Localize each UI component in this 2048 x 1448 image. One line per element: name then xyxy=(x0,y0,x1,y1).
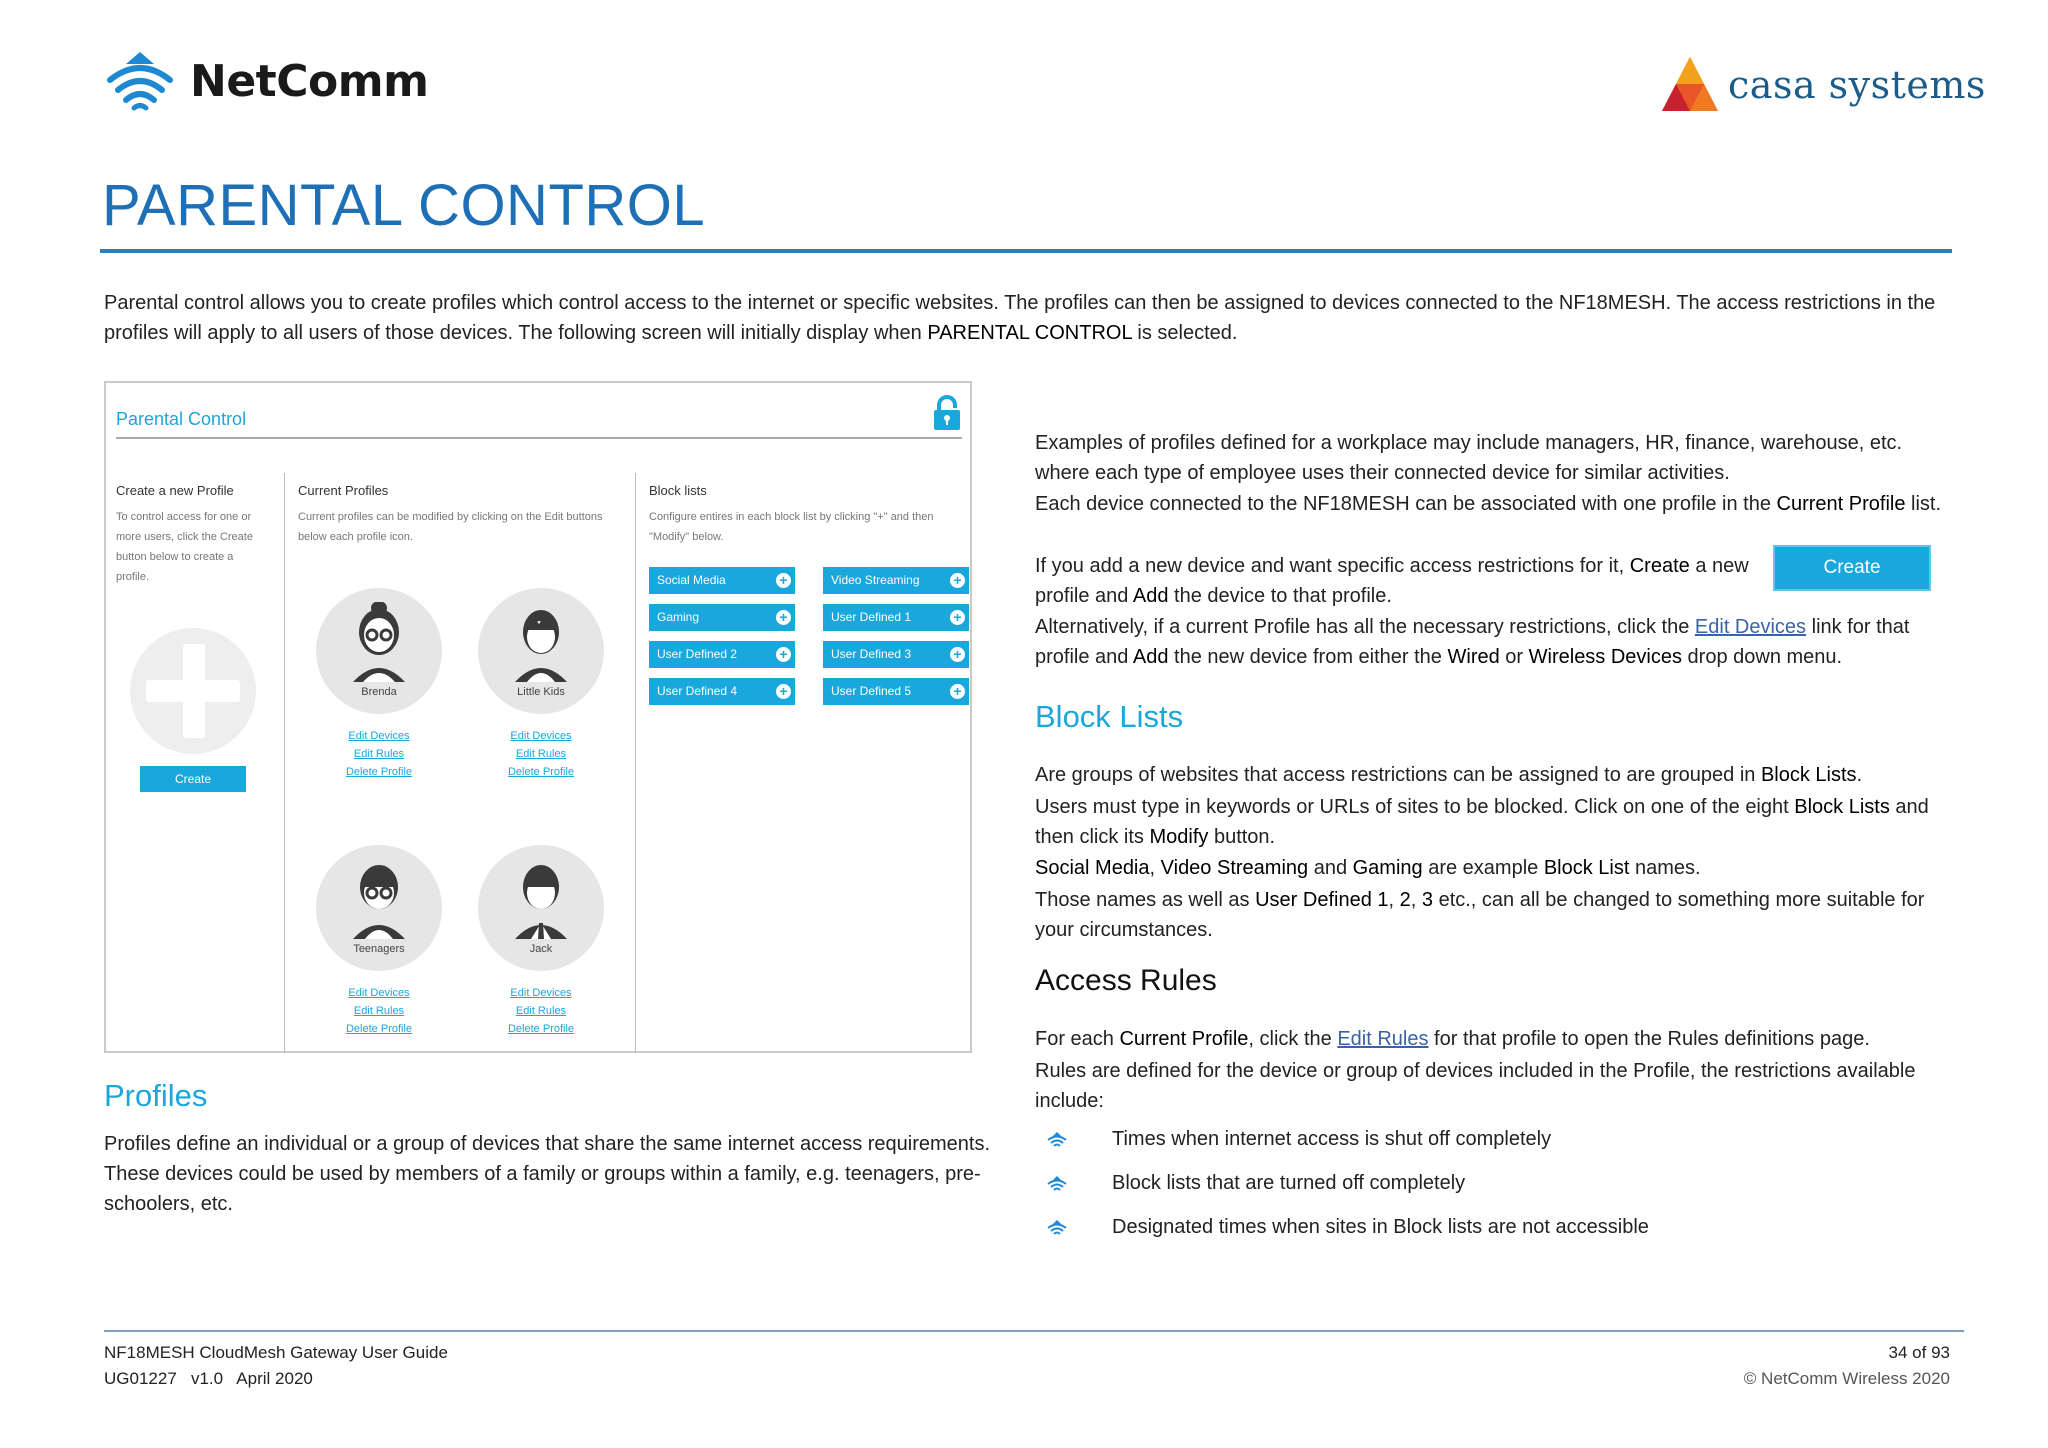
bold-text: Block List xyxy=(1543,857,1630,879)
edit-rules-link[interactable]: Edit Rules xyxy=(353,748,405,760)
profiles-heading: Profiles xyxy=(104,1078,208,1113)
block-list-user-defined-1[interactable] xyxy=(823,604,969,631)
profile-links-jack xyxy=(478,984,604,1038)
bold-text: Add xyxy=(1132,646,1169,668)
text: are example xyxy=(1422,857,1544,879)
text: , xyxy=(1410,889,1422,911)
edit-rules-link[interactable]: Edit Rules xyxy=(515,1005,567,1017)
text: and xyxy=(1308,857,1353,879)
text: and then click its xyxy=(1035,796,1929,848)
bullet-text: Times when internet access is shut off completely xyxy=(1112,1128,1552,1150)
text: , xyxy=(1388,889,1400,911)
profile-name: Teenagers xyxy=(353,943,405,955)
text: Users must type in keywords or URLs of sites to be blocked. Click on one of the eight xyxy=(1035,796,1795,818)
footer-left xyxy=(104,1340,448,1392)
intro-text: Parental control allows you to create profiles which control access to the internet or specific websites. The profiles can then be assigned to devices connected to the NF18MESH. The access restrictions in the profiles will apply to all users of those devices. The following screen will initially display when xyxy=(104,292,1936,344)
text: For each xyxy=(1035,1028,1120,1050)
person-glasses-icon xyxy=(349,859,409,939)
add-device-paragraph xyxy=(1035,551,1755,611)
bullet-text: Block lists that are turned off completely xyxy=(1112,1172,1466,1194)
bullet-item xyxy=(1046,1128,1551,1151)
profile-avatar-brenda[interactable] xyxy=(316,588,442,714)
bold-text: Social Media xyxy=(1035,857,1150,879)
bold-text: Create xyxy=(1629,555,1690,577)
bold-text: Current Profile xyxy=(1776,493,1906,515)
bold-text: Video Streaming xyxy=(1160,857,1309,879)
create-profile-desc: To control access for one or more users, click the Create button below to create a profile. xyxy=(116,511,253,583)
edit-rules-link[interactable]: Edit Rules xyxy=(353,1005,405,1017)
bullet-item xyxy=(1046,1216,1649,1239)
block-list-label: Gaming xyxy=(657,610,700,624)
block-list-label: User Defined 4 xyxy=(657,684,738,698)
intro-paragraph xyxy=(104,288,1964,348)
footer-right xyxy=(1600,1340,1950,1392)
workplace-paragraph: Examples of profiles defined for a workplace may include managers, HR, finance, warehouse, etc. where each type of employee uses their connected device for similar activities. xyxy=(1035,432,1903,484)
delete-profile-link[interactable]: Delete Profile xyxy=(345,766,413,778)
edit-devices-link[interactable]: Edit Devices xyxy=(510,730,572,742)
bold-text: 2 xyxy=(1399,889,1411,911)
plus-icon[interactable]: + xyxy=(776,573,791,588)
block-list-label: Video Streaming xyxy=(831,573,920,587)
current-profiles-desc: Current profiles can be modified by clicking on the Edit buttons below each profile icon. xyxy=(298,511,603,543)
edit-devices-link[interactable]: Edit Devices xyxy=(348,987,410,999)
footer-page-number: 34 of 93 xyxy=(1888,1343,1950,1362)
create-button[interactable]: Create xyxy=(1773,545,1931,591)
woman-glasses-icon xyxy=(349,602,409,682)
casa-systems-logo xyxy=(1660,55,1986,115)
text: names. xyxy=(1629,857,1701,879)
bold-text: 3 xyxy=(1421,889,1434,911)
text: the device to that profile. xyxy=(1168,585,1392,607)
block-lists-desc: Configure entires in each block list by clicking "+" and then "Modify" below. xyxy=(649,511,934,543)
plus-icon[interactable]: + xyxy=(776,684,791,699)
block-list-user-defined-3[interactable] xyxy=(823,641,969,668)
intro-bold: PARENTAL CONTROL xyxy=(927,322,1132,344)
plus-horizontal xyxy=(146,680,240,702)
text: list. xyxy=(1905,493,1942,515)
delete-profile-link[interactable]: Delete Profile xyxy=(507,766,575,778)
text: etc., can all be changed to something more suitable for your circumstances. xyxy=(1035,889,1925,941)
parental-control-screenshot xyxy=(104,381,972,1053)
plus-icon[interactable]: + xyxy=(950,684,965,699)
column-divider xyxy=(284,473,285,1053)
text: Each device connected to the NF18MESH can be associated with one profile in the xyxy=(1035,493,1777,515)
add-profile-icon[interactable] xyxy=(130,628,256,754)
edit-rules-link[interactable]: Edit Rules xyxy=(515,748,567,760)
casa-logo-text: casa systems xyxy=(1728,63,1986,107)
netcomm-logo-text: NetComm xyxy=(190,55,429,107)
block-list-label: User Defined 5 xyxy=(831,684,912,698)
bullet-text: Designated times when sites in Block lists are not accessible xyxy=(1112,1216,1649,1238)
profile-links-brenda xyxy=(316,727,442,781)
access-rules-heading: Access Rules xyxy=(1035,964,1217,997)
plus-icon[interactable]: + xyxy=(950,610,965,625)
current-profiles-heading: Current Profiles xyxy=(298,483,389,498)
plus-icon[interactable]: + xyxy=(776,647,791,662)
profile-name: Jack xyxy=(529,943,553,955)
profile-links-teenagers xyxy=(316,984,442,1038)
column-divider xyxy=(635,473,636,1053)
bold-text: Block Lists xyxy=(1760,764,1857,786)
text: link for that profile and xyxy=(1035,616,1910,668)
netcomm-logo xyxy=(104,50,428,112)
block-lists-section-heading: Block Lists xyxy=(1035,699,1184,734)
block-list-label: User Defined 3 xyxy=(831,647,912,661)
plus-icon[interactable]: + xyxy=(950,647,965,662)
text: for that profile to open the Rules definitions page. xyxy=(1428,1028,1870,1050)
delete-profile-link[interactable]: Delete Profile xyxy=(345,1023,413,1035)
profile-name: Little Kids xyxy=(517,686,565,698)
text: , click the xyxy=(1248,1028,1338,1050)
block-list-label: User Defined 1 xyxy=(831,610,912,624)
delete-profile-link[interactable]: Delete Profile xyxy=(507,1023,575,1035)
title-rule xyxy=(100,249,1952,253)
text: . xyxy=(1856,764,1863,786)
text: , xyxy=(1149,857,1161,879)
footer-doc-version: UG01227 v1.0 April 2020 xyxy=(104,1369,313,1388)
block-list-gaming[interactable] xyxy=(649,604,795,631)
boy-icon xyxy=(511,602,571,682)
bold-text: Current Profile xyxy=(1119,1028,1249,1050)
text: button. xyxy=(1208,826,1276,848)
profile-avatar-jack[interactable] xyxy=(478,845,604,971)
edit-devices-link[interactable]: Edit Devices xyxy=(348,730,410,742)
block-lists-paragraph-3 xyxy=(1035,853,1955,883)
wifi-bullet-icon xyxy=(1046,1131,1068,1149)
wifi-bullet-icon xyxy=(1046,1219,1068,1237)
text: Are groups of websites that access restrictions can be assigned to are grouped in xyxy=(1035,764,1761,786)
profiles-paragraph: Profiles define an individual or a group of devices that share the same internet access requirements. These devices could be used by members of a family or groups within a family, e.g. teenagers, pre-schoolers, etc. xyxy=(104,1133,991,1215)
edit-rules-link[interactable]: Edit Rules xyxy=(1337,1028,1429,1050)
block-lists-paragraph-2 xyxy=(1035,792,1935,852)
block-list-video-streaming[interactable] xyxy=(823,567,969,594)
profile-links-little-kids xyxy=(478,727,604,781)
text: the new device from either the xyxy=(1168,646,1448,668)
block-list-social-media[interactable] xyxy=(649,567,795,594)
block-list-user-defined-2[interactable] xyxy=(649,641,795,668)
create-profile-heading: Create a new Profile xyxy=(116,483,234,498)
bullet-item xyxy=(1046,1172,1465,1195)
block-list-label: User Defined 2 xyxy=(657,647,738,661)
plus-icon[interactable]: + xyxy=(776,610,791,625)
alternatively-paragraph xyxy=(1035,612,1955,672)
device-profile-paragraph xyxy=(1035,489,1955,519)
text: If you add a new device and want specific access restrictions for it, xyxy=(1035,555,1630,577)
block-list-user-defined-5[interactable] xyxy=(823,678,969,705)
block-lists-paragraph-1 xyxy=(1035,760,1955,790)
profile-name: Brenda xyxy=(361,686,397,698)
edit-devices-link[interactable]: Edit Devices xyxy=(510,987,572,999)
block-lists-paragraph-4 xyxy=(1035,885,1955,945)
bold-text: Modify xyxy=(1149,826,1209,848)
screenshot-title-rule xyxy=(116,437,962,439)
text: a new profile and xyxy=(1035,555,1749,607)
block-list-label: Social Media xyxy=(657,573,726,587)
page-title: PARENTAL CONTROL xyxy=(102,173,706,238)
footer-guide-title: NF18MESH CloudMesh Gateway User Guide xyxy=(104,1343,448,1362)
profile-avatar-little-kids[interactable] xyxy=(478,588,604,714)
screenshot-create-button[interactable]: Create xyxy=(140,766,246,792)
bold-text: Gaming xyxy=(1352,857,1423,879)
footer-rule xyxy=(104,1330,1964,1332)
plus-icon[interactable]: + xyxy=(950,573,965,588)
access-rules-paragraph-2: Rules are defined for the device or group of devices included in the Profile, the restrictions available include: xyxy=(1035,1060,1916,1112)
access-rules-paragraph-1 xyxy=(1035,1024,1955,1054)
text: Alternatively, if a current Profile has all the necessary restrictions, click the xyxy=(1035,616,1695,638)
wifi-bullet-icon xyxy=(1046,1175,1068,1193)
bold-text: Wireless Devices xyxy=(1528,646,1682,668)
text: or xyxy=(1499,646,1529,668)
man-tie-icon xyxy=(511,859,571,939)
screenshot-title: Parental Control xyxy=(116,409,247,429)
block-lists-heading: Block lists xyxy=(649,483,707,498)
profile-avatar-teenagers[interactable] xyxy=(316,845,442,971)
block-list-user-defined-4[interactable] xyxy=(649,678,795,705)
bold-text: Wired xyxy=(1447,646,1500,668)
intro-text-end: is selected. xyxy=(1131,322,1238,344)
lock-icon xyxy=(932,395,962,431)
wifi-logo-icon xyxy=(104,50,176,112)
edit-devices-link[interactable]: Edit Devices xyxy=(1694,616,1807,638)
casa-triangle-icon xyxy=(1660,55,1720,115)
bold-text: User Defined 1 xyxy=(1255,889,1389,911)
bold-text: Block Lists xyxy=(1794,796,1890,818)
text: Those names as well as xyxy=(1035,889,1256,911)
bold-text: Add xyxy=(1132,585,1169,607)
text: drop down menu. xyxy=(1682,646,1843,668)
footer-copyright: © NetComm Wireless 2020 xyxy=(1743,1369,1950,1388)
